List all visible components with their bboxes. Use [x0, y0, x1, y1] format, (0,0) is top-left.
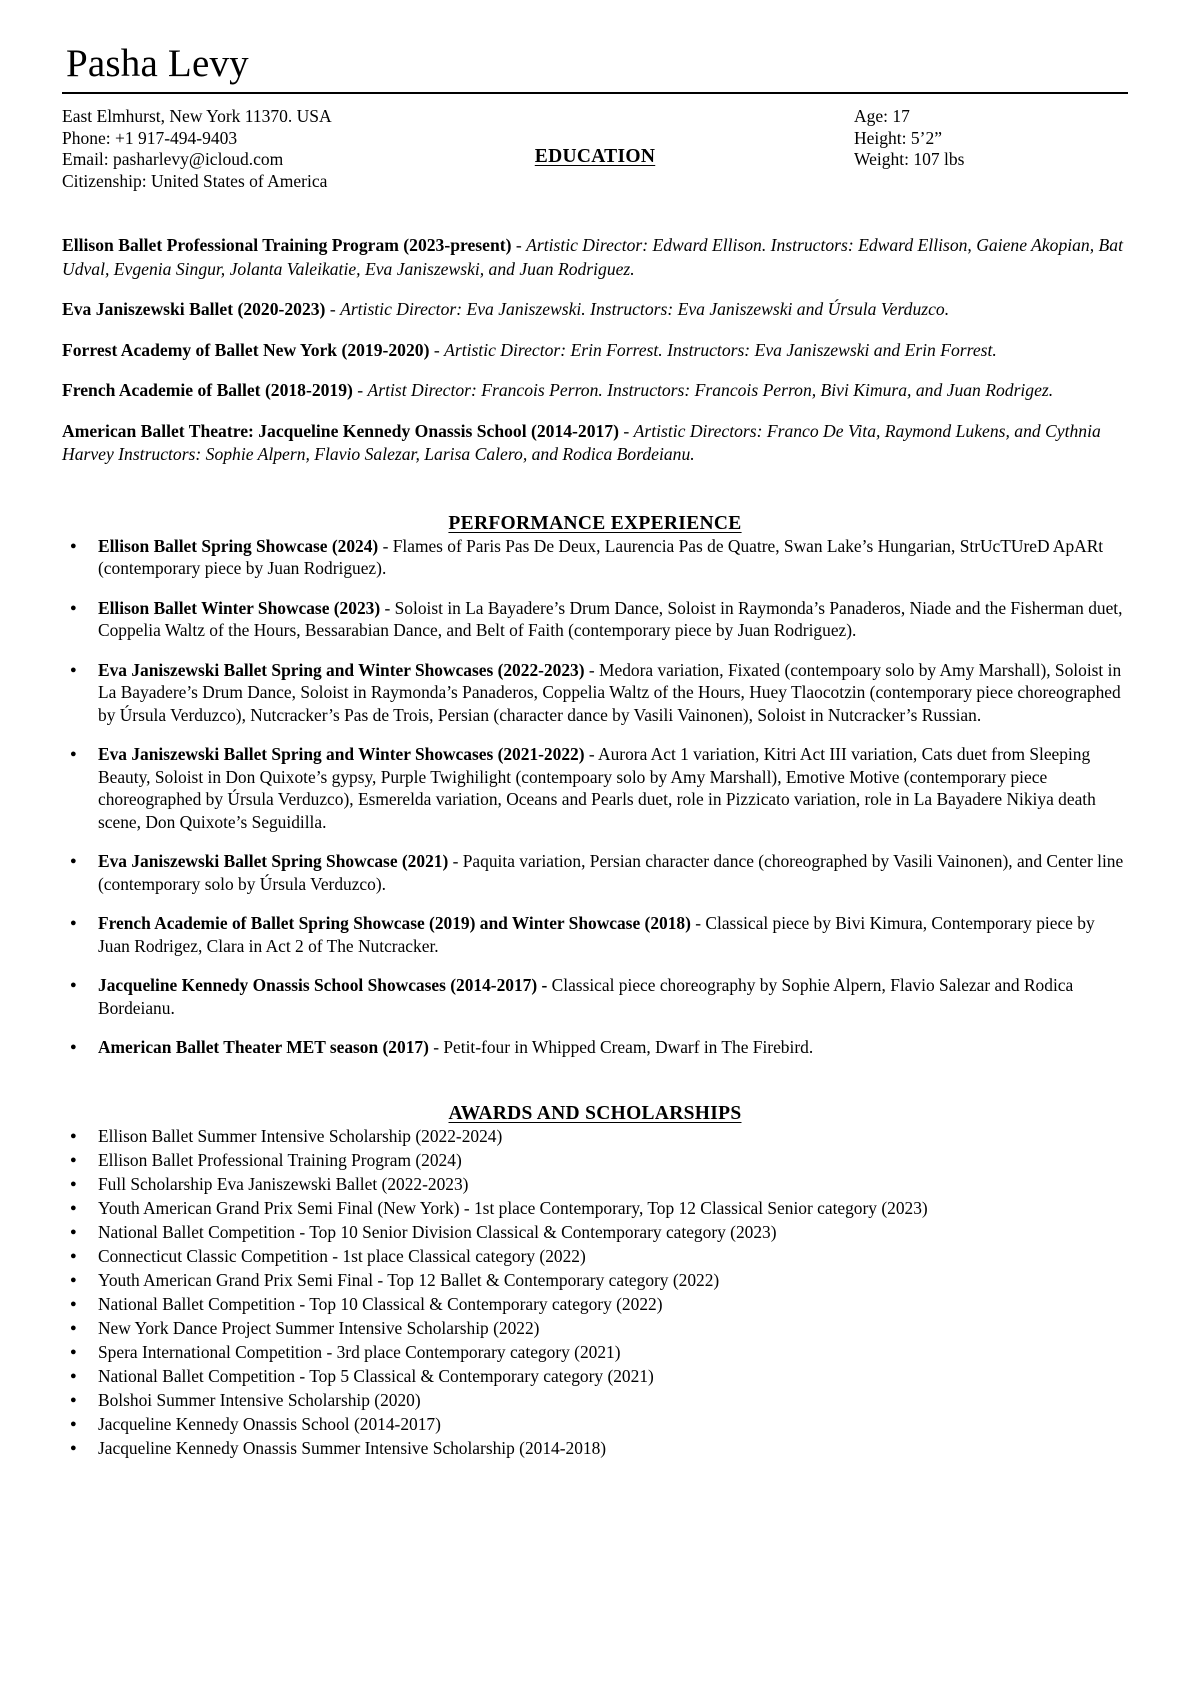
- list-item: [62, 659, 1128, 727]
- list-item: [62, 912, 1128, 957]
- list-item: ● Ellison Ballet Summer Intensive Scholarship (2022-2024): [62, 1125, 1128, 1148]
- performance-detail: Aurora Act 1 variation, Kitri Act III variation, Cats duet from Sleeping Beauty, Soloist in Don Quixote’s gypsy, Purple Twighilight (contempoary solo by Amy Marshall), Emotive Motive (contemporary piece choreographed by Úrsula Verduzco), Esmerelda variation, Oceans and Pearls duet, role in Pizzicato variation, role in La Bayadere Nikiya death scene, Don Quixote’s Seguidilla.: [98, 744, 1096, 832]
- contact-phone: Phone: +1 917-494-9403: [62, 127, 238, 148]
- performance-title: Eva Janiszewski Ballet Spring Showcase (2021): [98, 851, 449, 872]
- education-separator: -: [325, 299, 341, 320]
- education-item: [62, 298, 1128, 322]
- performance-separator: -: [690, 913, 706, 934]
- performance-separator: -: [428, 1037, 444, 1058]
- list-item: ● Jacqueline Kennedy Onassis School (2014-2017): [62, 1413, 1128, 1436]
- education-detail: Artistic Director: Edward Ellison. Instructors: Edward Ellison, Gaiene Akopian, Bat Udval, Evgenia Singur, Jolanta Valeikatie, Eva Janiszewski, and Juan Rodriguez.: [62, 235, 1123, 279]
- contact-block: [62, 106, 1128, 192]
- education-item: [62, 420, 1128, 467]
- list-item: [62, 743, 1128, 833]
- education-item: [62, 339, 1128, 363]
- education-item: [62, 379, 1128, 403]
- list-item: [62, 974, 1128, 1019]
- list-item: ● National Ballet Competition - Top 5 Classical & Contemporary category (2021): [62, 1365, 1128, 1388]
- list-item: ● Youth American Grand Prix Semi Final - Top 12 Ballet & Contemporary category (2022): [62, 1269, 1128, 1292]
- stat-height: Height: 5’2”: [854, 127, 942, 148]
- performance-detail: Petit-four in Whipped Cream, Dwarf in The Firebird.: [443, 1037, 814, 1058]
- list-item: ● Connecticut Classic Competition - 1st place Classical category (2022): [62, 1245, 1128, 1268]
- education-separator: -: [618, 420, 634, 441]
- awards-list: [62, 1125, 1128, 1460]
- page-title: Pasha Levy: [66, 42, 249, 85]
- performance-separator: -: [380, 597, 395, 618]
- contact-left-column: [62, 106, 842, 192]
- performance-separator: -: [378, 535, 393, 556]
- education-item: [62, 234, 1128, 281]
- performance-title: Ellison Ballet Winter Showcase (2023): [98, 597, 381, 618]
- education-separator: -: [429, 339, 445, 360]
- contact-citizenship: Citizenship: United States of America: [62, 170, 328, 191]
- performance-title: Ellison Ballet Spring Showcase (2024): [98, 535, 379, 556]
- performance-separator: -: [584, 659, 600, 680]
- performance-detail: Paquita variation, Persian character dance (choreographed by Vasili Vainonen), and Center line (contemporary solo by Úrsula Verduzco).: [98, 851, 1124, 894]
- performance-title: French Academie of Ballet Spring Showcase (2019) and Winter Showcase (2018): [98, 913, 691, 934]
- performance-title: American Ballet Theater MET season (2017): [98, 1037, 429, 1058]
- contact-address: East Elmhurst, New York 11370. USA: [62, 106, 332, 126]
- list-item: ● Full Scholarship Eva Janiszewski Ballet (2022-2023): [62, 1173, 1128, 1196]
- header-divider: [62, 92, 1128, 94]
- section-heading-performance: PERFORMANCE EXPERIENCE: [448, 512, 742, 534]
- stat-weight: Weight: 107 lbs: [854, 149, 965, 170]
- list-item: [62, 850, 1128, 895]
- education-detail: Artistic Director: Erin Forrest. Instructors: Eva Janiszewski and Erin Forrest.: [444, 339, 997, 360]
- education-detail: Artistic Directors: Franco De Vita, Raymond Lukens, and Cythnia Harvey Instructors: Sophie Alpern, Flavio Salezar, Larisa Calero, and Rodica Bordeianu.: [62, 420, 1101, 465]
- list-item: [62, 597, 1128, 642]
- list-item: ● Jacqueline Kennedy Onassis Summer Intensive Scholarship (2014-2018): [62, 1437, 1128, 1460]
- list-item: ● Ellison Ballet Professional Training Program (2024): [62, 1149, 1128, 1172]
- education-school: Forrest Academy of Ballet New York (2019-2020): [62, 339, 430, 360]
- education-school: Eva Janiszewski Ballet (2020-2023): [62, 299, 326, 320]
- section-heading-awards: AWARDS AND SCHOLARSHIPS: [448, 1102, 742, 1124]
- performance-detail: Medora variation, Fixated (contempoary solo by Amy Marshall), Soloist in La Bayadere’s Drum Dance, Soloist in Raymonda’s Panaderos, Coppelia Waltz of the Hours, Huey Tlaocotzin (contemporary piece choreographed by Úrsula Verduzco), Nutcracker’s Pas de Trois, Persian (character dance by Vasili Vainonen), Soloist in Nutcracker’s Russian.: [98, 659, 1122, 725]
- education-school: Ellison Ballet Professional Training Program (2023-present): [62, 235, 512, 256]
- performance-list: [62, 535, 1128, 1059]
- list-item: [62, 535, 1128, 580]
- performance-separator: -: [448, 851, 463, 872]
- list-item: ● New York Dance Project Summer Intensive Scholarship (2022): [62, 1317, 1128, 1340]
- education-separator: -: [511, 235, 527, 256]
- education-school: American Ballet Theatre: Jacqueline Kennedy Onassis School (2014-2017): [62, 420, 619, 441]
- list-item: ● National Ballet Competition - Top 10 Classical & Contemporary category (2022): [62, 1293, 1128, 1316]
- list-item: ● Youth American Grand Prix Semi Final (New York) - 1st place Contemporary, Top 12 Classical Senior category (2023): [62, 1197, 1128, 1220]
- list-item: ● Bolshoi Summer Intensive Scholarship (2020): [62, 1389, 1128, 1412]
- education-detail: Artist Director: Francois Perron. Instructors: Francois Perron, Bivi Kimura, and Juan Rodrigez.: [367, 380, 1054, 401]
- list-item: ● National Ballet Competition - Top 10 Senior Division Classical & Contemporary category (2023): [62, 1221, 1128, 1244]
- performance-detail: Soloist in La Bayadere’s Drum Dance, Soloist in Raymonda’s Panaderos, Niade and the Fisherman duet, Coppelia Waltz of the Hours, Bessarabian Dance, and Belt of Faith (contemporary piece by Juan Rodriguez).: [98, 597, 1123, 641]
- section-heading-education: EDUCATION: [534, 146, 656, 168]
- stat-age: Age: 17: [854, 106, 910, 126]
- list-item: ● Spera International Competition - 3rd place Contemporary category (2021): [62, 1341, 1128, 1364]
- education-detail: Artistic Director: Eva Janiszewski. Instructors: Eva Janiszewski and Úrsula Verduzco.: [340, 299, 950, 320]
- education-list: [62, 234, 1128, 467]
- education-separator: -: [352, 380, 368, 401]
- list-item: [62, 1036, 1128, 1059]
- performance-title: Eva Janiszewski Ballet Spring and Winter Showcases (2021-2022): [98, 744, 585, 765]
- performance-detail: Flames of Paris Pas De Deux, Laurencia Pas de Quatre, Swan Lake’s Hungarian, StrUcTUreD ApARt (contemporary piece by Juan Rodriguez).: [98, 535, 1104, 579]
- contact-right-column: [854, 106, 964, 171]
- performance-title: Eva Janiszewski Ballet Spring and Winter Showcases (2022-2023): [98, 659, 585, 680]
- performance-detail: Classical piece by Bivi Kimura, Contemporary piece by Juan Rodrigez, Clara in Act 2 of The Nutcracker.: [98, 913, 1095, 956]
- performance-title: Jacqueline Kennedy Onassis School Showcases (2014-2017) -: [98, 975, 548, 996]
- education-school: French Academie of Ballet (2018-2019): [62, 380, 353, 401]
- performance-separator: -: [584, 744, 599, 765]
- contact-email: Email: pasharlevy@icloud.com: [62, 149, 284, 170]
- performance-detail: Classical piece choreography by Sophie Alpern, Flavio Salezar and Rodica Bordeianu.: [98, 975, 1074, 1018]
